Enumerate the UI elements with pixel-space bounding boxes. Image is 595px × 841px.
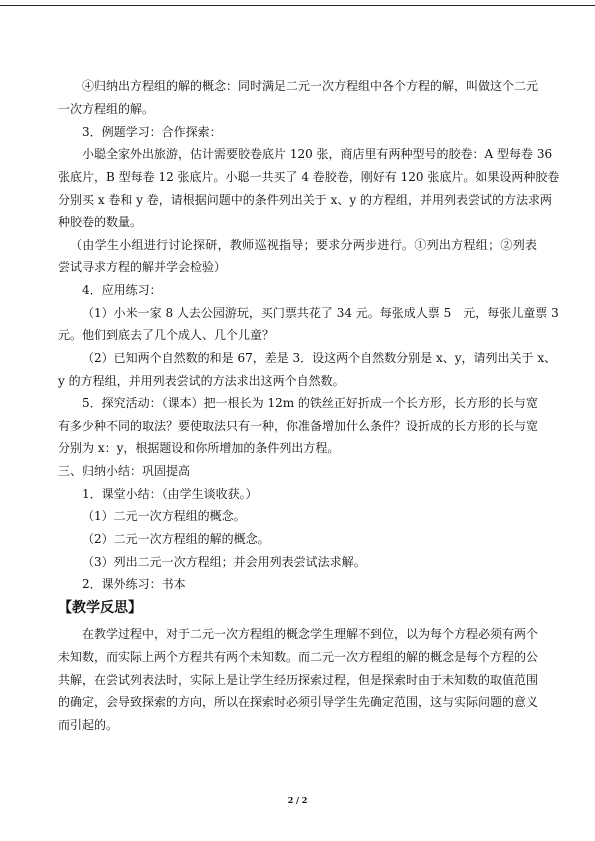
- text-line: （由学生小组进行讨论探研，教师巡视指导；要求分两步进行。①列出方程组；②列表: [70, 238, 537, 252]
- header-rule: [0, 5, 595, 6]
- text-line: 有多少种不同的取法？要使取法只有一种，你准备增加什么条件？设折成的长方形的长与宽: [58, 419, 539, 433]
- text-line: 分别买 x 卷和 y 卷，请根据问题中的条件列出关于 x、y 的方程组，并用列表尝试的方法求两: [58, 193, 552, 207]
- text-line: 1．课堂小结：（由学生谈收获。）: [82, 487, 258, 501]
- section-heading: 4．应用练习：: [82, 283, 162, 297]
- section-heading: 3．例题学习：合作探索：: [82, 125, 222, 139]
- text-line: 而引起的。: [58, 718, 119, 732]
- text-line: （1）小米一家 8 人去公园游玩，买门票共花了 34 元。每张成人票 5 元，每张儿童票 3: [82, 306, 559, 320]
- reflection-heading: 【教学反思】: [58, 600, 142, 616]
- text-line: ④归纳出方程组的解的概念：同时满足二元一次方程组中各个方程的解，叫做这个二元: [82, 79, 539, 93]
- text-line: 种胶卷的数量。: [58, 215, 143, 229]
- text-line: 5．探究活动：（课本）把一根长为 12m 的铁丝正好折成一个长方形，长方形的长与宽: [82, 396, 538, 410]
- text-line: 的确定，会导致探索的方向，所以在探索时必须引导学生先确定范围，这与实际问题的意义: [58, 695, 539, 709]
- text-line: 共解，在尝试列表法时，实际上是让学生经历探索过程，但是探索时由于未知数的取值范围: [58, 673, 539, 687]
- text-line: 尝试寻求方程的解并学会检验）: [58, 260, 227, 274]
- text-line: （3）列出二元一次方程组；并会用列表尝试法求解。: [82, 555, 366, 569]
- text-line: （2）已知两个自然数的和是 67，差是 3．设这两个自然数分别是 x、y，请列出关于 x、: [82, 351, 557, 365]
- text-line: 元。他们到底去了几个成人、几个儿童？: [58, 328, 275, 342]
- text-line: y 的方程组，并用列表尝试的方法求出这两个自然数。: [58, 374, 345, 388]
- text-line: 张底片，B 型每卷 12 张底片。小聪一共买了 4 卷胶卷，刚好有 120 张底片。如果设两种胶卷: [58, 170, 560, 184]
- section-heading: 三、归纳小结：巩固提高: [58, 464, 191, 478]
- text-line: 2．课外练习：书本: [82, 577, 186, 591]
- text-line: 未知数，而实际上两个方程共有两个未知数。而二元一次方程组的解的概念是每个方程的公: [58, 650, 539, 664]
- text-line: 小聪全家外出旅游，估计需要胶卷底片 120 张，商店里有两种型号的胶卷：A 型每卷 36: [82, 147, 553, 161]
- text-line: 一次方程组的解。: [58, 102, 155, 116]
- text-line: 在教学过程中，对于二元一次方程组的概念学生理解不到位，以为每个方程必须有两个: [82, 627, 539, 641]
- page-number: 2 / 2: [287, 795, 308, 805]
- text-line: 分别为 x：y，根据题设和你所增加的条件列出方程。: [58, 441, 340, 455]
- text-line: （1）二元一次方程组的概念。: [82, 509, 246, 523]
- text-line: （2）二元一次方程组的解的概念。: [82, 532, 270, 546]
